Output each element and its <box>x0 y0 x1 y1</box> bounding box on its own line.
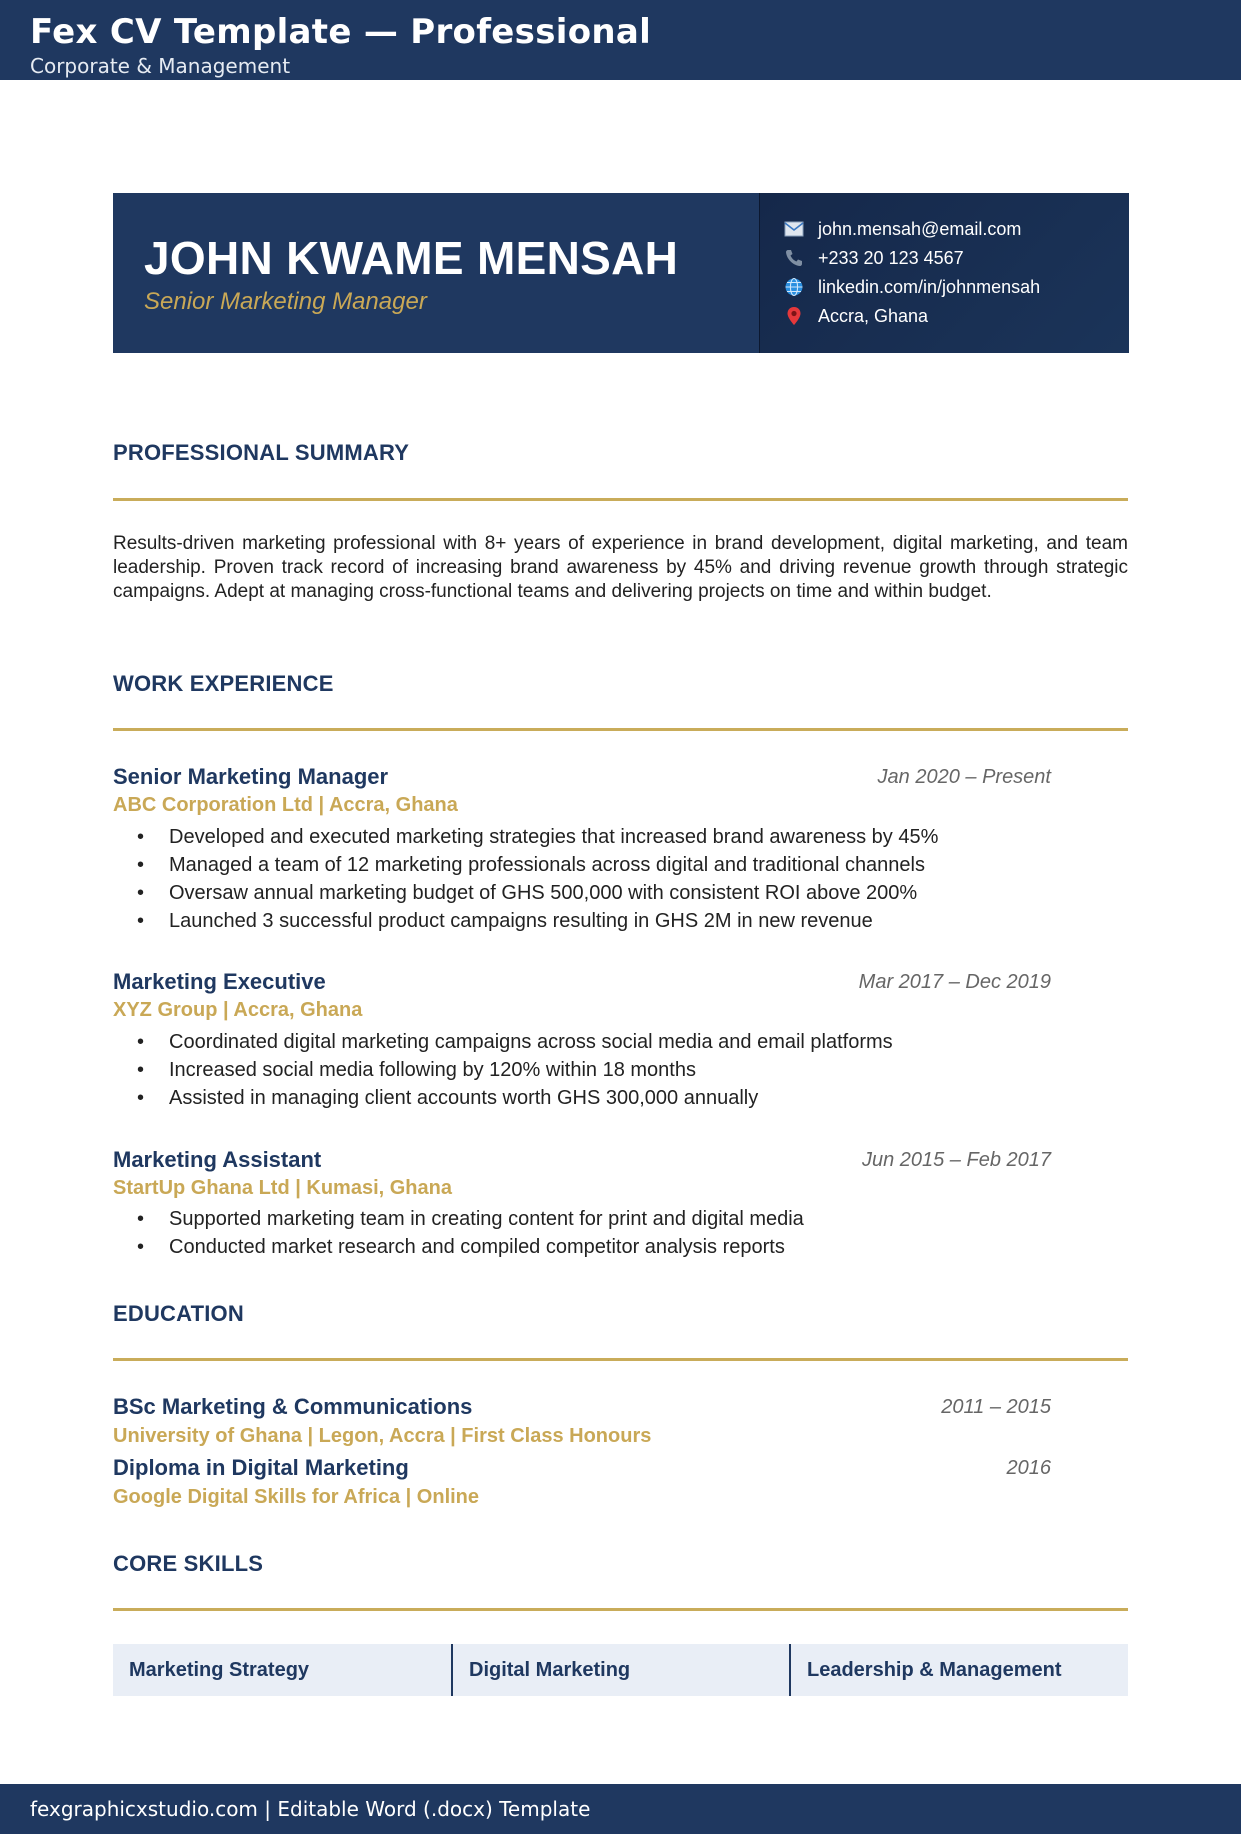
degree-dates: 2016 <box>1006 1457 1051 1479</box>
job-org: XYZ Group | Accra, Ghana <box>113 999 363 1021</box>
list-item: • Assisted in managing client accounts worth GHS 300,000 annually <box>113 1084 893 1112</box>
list-item: • Supported marketing team in creating content for print and digital media <box>113 1205 804 1233</box>
degree-institution: Google Digital Skills for Africa | Online <box>113 1486 480 1508</box>
degree-dates: 2011 – 2015 <box>941 1396 1051 1418</box>
list-item: • Launched 3 successful product campaigns resulting in GHS 2M in new revenue <box>113 907 938 935</box>
contact-panel <box>759 193 1129 353</box>
job-title: Senior Marketing Manager <box>113 764 389 789</box>
section-title-summary: PROFESSIONAL SUMMARY <box>113 440 410 465</box>
banner-subtitle: Corporate & Management <box>30 54 291 78</box>
section-divider <box>113 728 1128 731</box>
cv-header <box>113 193 1128 353</box>
job-bullets <box>113 1028 893 1112</box>
globe-icon <box>784 277 804 297</box>
job-title: Marketing Executive <box>113 969 326 994</box>
section-divider <box>113 1608 1128 1611</box>
section-divider <box>113 498 1128 501</box>
template-banner <box>0 0 1241 80</box>
contact-phone[interactable] <box>784 245 964 271</box>
contact-linkedin[interactable] <box>784 274 1040 300</box>
job-bullets <box>113 823 938 935</box>
section-title-education: EDUCATION <box>113 1301 244 1326</box>
email-icon <box>784 219 804 239</box>
candidate-name: JOHN KWAME MENSAH <box>144 232 679 284</box>
section-divider <box>113 1358 1128 1361</box>
footer-text: fexgraphicxstudio.com | Editable Word (.docx) Template <box>30 1797 591 1821</box>
degree-title: BSc Marketing & Communications <box>113 1394 473 1419</box>
banner-title: Fex CV Template — Professional <box>30 12 652 52</box>
degree-institution: University of Ghana | Legon, Accra | First Class Honours <box>113 1425 652 1447</box>
list-item: • Developed and executed marketing strategies that increased brand awareness by 45% <box>113 823 938 851</box>
job-org: StartUp Ghana Ltd | Kumasi, Ghana <box>113 1177 452 1199</box>
list-item: • Oversaw annual marketing budget of GHS 500,000 with consistent ROI above 200% <box>113 879 938 907</box>
skill-cell: Digital Marketing <box>451 1644 789 1696</box>
job-bullets <box>113 1205 804 1261</box>
contact-email[interactable] <box>784 216 1021 242</box>
email-text: john.mensah@email.com <box>818 218 1022 239</box>
job-title: Marketing Assistant <box>113 1147 322 1172</box>
footer-bar <box>0 1784 1241 1834</box>
job-org: ABC Corporation Ltd | Accra, Ghana <box>113 794 458 816</box>
phone-icon <box>784 248 804 268</box>
candidate-role: Senior Marketing Manager <box>144 288 427 315</box>
section-title-experience: WORK EXPERIENCE <box>113 671 334 696</box>
contact-location <box>784 303 928 329</box>
location-pin-icon <box>784 306 804 326</box>
list-item: • Increased social media following by 120% within 18 months <box>113 1056 893 1084</box>
list-item: • Conducted market research and compiled competitor analysis reports <box>113 1233 804 1261</box>
list-item: • Managed a team of 12 marketing professionals across digital and traditional channels <box>113 851 938 879</box>
summary-text: Results-driven marketing professional with 8+ years of experience in brand development, digital marketing, and team leadership. Proven track record of increasing brand awareness by 45% and driving revenue growth through strategic campaigns. Adept at managing cross-functional teams and delivering projects on time and within budget. <box>113 533 1128 602</box>
phone-text: +233 20 123 4567 <box>818 247 964 268</box>
job-dates: Jan 2020 – Present <box>877 766 1051 788</box>
list-item: • Coordinated digital marketing campaigns across social media and email platforms <box>113 1028 893 1056</box>
section-title-skills: CORE SKILLS <box>113 1551 264 1576</box>
skill-cell: Leadership & Management <box>789 1644 1127 1696</box>
location-text: Accra, Ghana <box>818 305 929 326</box>
job-dates: Mar 2017 – Dec 2019 <box>858 971 1051 993</box>
skills-table <box>113 1644 1128 1696</box>
job-dates: Jun 2015 – Feb 2017 <box>861 1149 1051 1171</box>
degree-title: Diploma in Digital Marketing <box>113 1455 409 1480</box>
skill-cell: Marketing Strategy <box>129 1658 310 1681</box>
linkedin-text: linkedin.com/in/johnmensah <box>818 276 1041 297</box>
